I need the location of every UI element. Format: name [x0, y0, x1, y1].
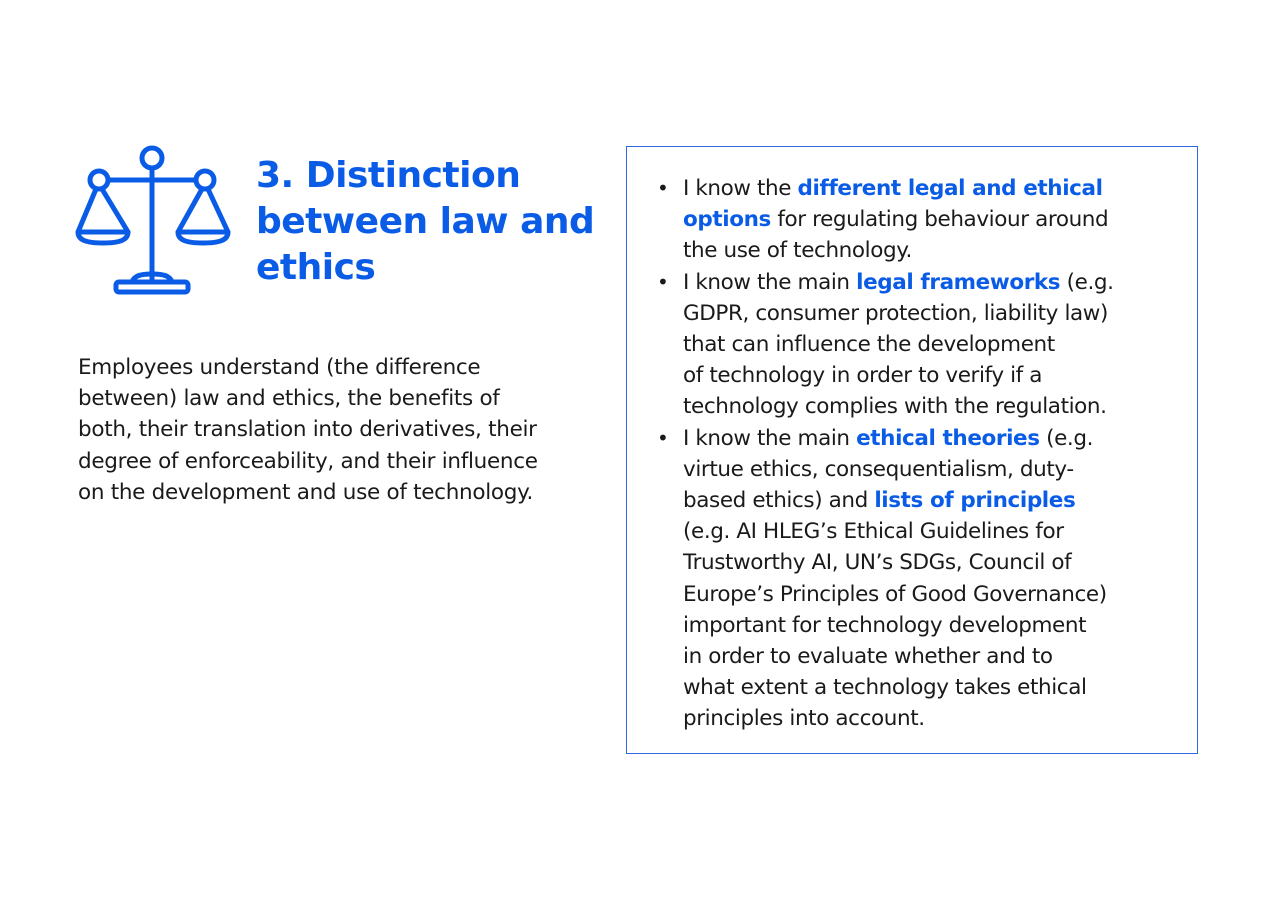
description-line: both, their translation into derivatives, their [78, 417, 537, 443]
outcome-line: GDPR, consumer protection, liability law) [683, 300, 1108, 326]
highlight-text: options [683, 207, 771, 233]
learning-outcomes-box [626, 146, 1198, 754]
outcome-line [683, 485, 1177, 516]
outcome-line: virtue ethics, consequentialism, duty- [683, 456, 1074, 482]
outcome-line: Europe’s Principles of Good Governance) [683, 581, 1107, 607]
highlight-text: legal frameworks [856, 269, 1061, 295]
outcome-line: in order to evaluate whether and to [683, 644, 1053, 670]
text-segment: I know the [683, 176, 798, 201]
outcome-line: principles into account. [683, 706, 925, 732]
highlight-text: ethical theories [856, 425, 1040, 451]
outcome-line: what extent a technology takes ethical [683, 675, 1087, 701]
scales-of-justice-icon [74, 144, 232, 300]
title-line: ethics [256, 247, 376, 288]
title-line: between law and [256, 201, 595, 242]
description-line: between) law and ethics, the benefits of [78, 386, 500, 412]
text-segment: (e.g. [1060, 269, 1114, 295]
competence-description [78, 352, 618, 508]
outcome-line: of technology in order to verify if a [683, 363, 1043, 389]
title-line: 3. Distinction [256, 155, 521, 196]
learning-outcomes-list [657, 173, 1177, 735]
highlight-text: different legal and ethical [797, 176, 1103, 201]
section-title [256, 153, 616, 291]
description-line: on the development and use of technology. [78, 479, 533, 505]
description-line: degree of enforceability, and their influence [78, 448, 538, 474]
description-line: Employees understand (the difference [78, 355, 481, 380]
highlight-text: lists of principles [874, 488, 1076, 514]
outcome-line: that can influence the development [683, 332, 1055, 358]
outcome-line [683, 423, 1177, 454]
list-item [657, 173, 1177, 267]
text-segment: I know the main [683, 425, 857, 451]
outcome-line: important for technology development [683, 612, 1087, 638]
text-segment: I know the main [683, 269, 857, 295]
outcome-line: (e.g. AI HLEG’s Ethical Guidelines for [683, 519, 1064, 545]
list-item [657, 423, 1177, 735]
bullet-icon: • [657, 269, 669, 294]
outcome-line [683, 173, 1177, 204]
bullet-icon: • [657, 176, 669, 200]
outcome-line [683, 204, 1177, 235]
outcome-line [683, 267, 1177, 298]
bullet-icon: • [657, 425, 669, 450]
text-segment: for regulating behaviour around [770, 207, 1109, 233]
text-segment: (e.g. [1039, 425, 1094, 451]
outcome-line: the use of technology. [683, 238, 912, 264]
list-item [657, 267, 1177, 423]
outcome-line: Trustworthy AI, UN’s SDGs, Council of [683, 550, 1072, 576]
outcome-line: technology complies with the regulation. [683, 394, 1107, 420]
text-segment: based ethics) and [683, 488, 875, 514]
